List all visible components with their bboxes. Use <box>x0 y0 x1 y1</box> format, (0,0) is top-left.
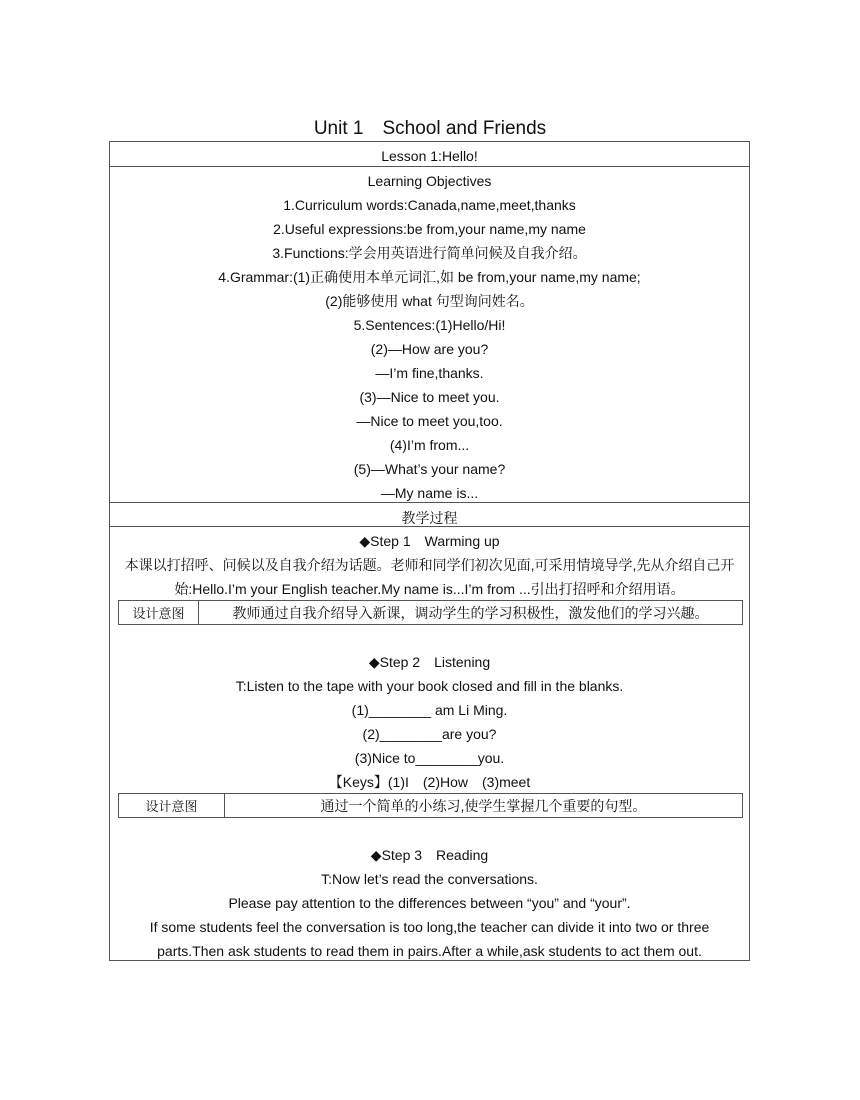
objective-line: 4.Grammar:(1)正确使用本单元词汇,如 be from,your name,my name; <box>218 269 641 285</box>
step1-title: ◆Step 1 Warming up <box>359 533 500 549</box>
objective-line: 1.Curriculum words:Canada,name,meet,thanks <box>283 197 576 213</box>
objective-line: 3.Functions:学会用英语进行简单问候及自我介绍。 <box>272 245 587 261</box>
design-label: 设计意图 <box>119 601 199 624</box>
lesson-table <box>109 141 750 961</box>
objective-line: —Nice to meet you,too. <box>356 413 503 429</box>
step2-keys: 【Keys】(1)I (2)How (3)meet <box>328 774 531 790</box>
objectives-heading: Learning Objectives <box>367 173 492 189</box>
step2-line: (2)________are you? <box>362 726 497 742</box>
step2-line: T:Listen to the tape with your book closed and fill in the blanks. <box>235 678 624 694</box>
objective-line: 2.Useful expressions:be from,your name,my name <box>273 221 586 237</box>
step2-title: ◆Step 2 Listening <box>368 654 491 670</box>
row-divider <box>110 166 749 167</box>
objective-line: —My name is... <box>380 485 479 501</box>
step1-design-box <box>118 600 743 625</box>
step1-line: 本课以打招呼、问候以及自我介绍为话题。老师和同学们初次见面,可采用情境导学,先从介绍自己开 <box>124 557 735 573</box>
design-text: 通过一个简单的小练习,使学生掌握几个重要的句型。 <box>320 797 647 814</box>
objective-line: (4)I’m from... <box>389 437 470 453</box>
step2-line: (3)Nice to________you. <box>354 750 505 766</box>
step3-line: parts.Then ask students to read them in pairs.After a while,ask students to act them out. <box>157 943 702 959</box>
design-text: 教师通过自我介绍导入新课，调动学生的学习积极性，激发他们的学习兴趣。 <box>232 604 709 621</box>
step2-design-box <box>118 793 743 818</box>
objective-line: (5)—What’s your name? <box>353 461 506 477</box>
step1-line: 始:Hello.I’m your English teacher.My name is...I’m from ...引出打招呼和介绍用语。 <box>174 581 685 597</box>
objective-line: (2)能够使用 what 句型询问姓名。 <box>325 293 534 309</box>
step3-line: Please pay attention to the differences between “you” and “your”. <box>228 895 631 911</box>
lesson-title: Lesson 1:Hello! <box>381 148 478 164</box>
objective-line: —I’m fine,thanks. <box>375 365 484 381</box>
objective-line: 5.Sentences:(1)Hello/Hi! <box>353 317 506 333</box>
objective-line: (2)—How are you? <box>370 341 489 357</box>
step3-line: If some students feel the conversation is too long,the teacher can divide it into two or three <box>149 919 710 935</box>
step3-title: ◆Step 3 Reading <box>370 847 489 863</box>
row-divider <box>110 526 749 527</box>
step3-line: T:Now let’s read the conversations. <box>321 871 538 887</box>
design-label: 设计意图 <box>119 794 225 817</box>
document-title: Unit 1 School and Friends <box>313 118 547 139</box>
objective-line: (3)—Nice to meet you. <box>359 389 500 405</box>
process-heading: 教学过程 <box>401 510 458 526</box>
step2-line: (1)________ am Li Ming. <box>351 702 508 718</box>
row-divider <box>110 502 749 503</box>
